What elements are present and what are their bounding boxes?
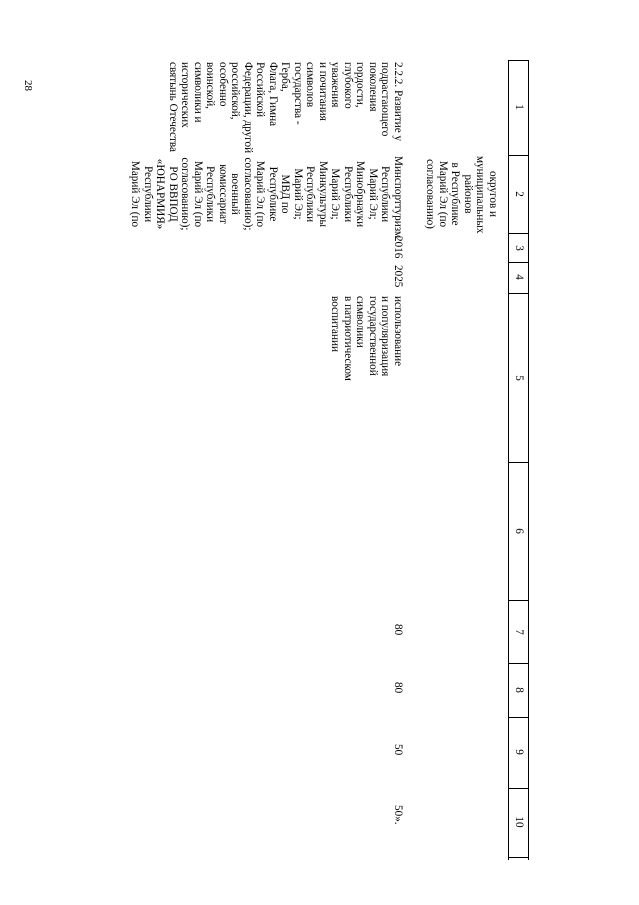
- text-line: Республики: [379, 165, 392, 223]
- header-col-2: 2: [513, 191, 525, 197]
- row-col8-value: 80: [392, 682, 404, 694]
- header-col-6: 6: [513, 528, 525, 534]
- text-line: комиссариат: [217, 164, 229, 224]
- text-line: Марий Эл (по: [254, 160, 267, 228]
- text-line: Республике: [267, 166, 279, 222]
- header-col-7: 7: [513, 629, 525, 635]
- text-line: военный: [229, 173, 242, 215]
- text-line: Российской: [254, 62, 267, 118]
- text-line: Минобрнауки: [354, 160, 367, 228]
- text-line: глубокого уважения: [329, 62, 354, 109]
- text-line: муниципальных: [474, 156, 487, 234]
- col-sep: [509, 462, 529, 463]
- text-line: Флага, Гимна: [267, 62, 279, 127]
- col-sep: [509, 788, 529, 789]
- text-line: 2.2.2. Развитие у: [392, 62, 404, 142]
- text-line: и почитания: [317, 62, 329, 121]
- text-line: воспитании: [329, 296, 342, 352]
- text-line: районов: [462, 174, 474, 214]
- text-line: в Республике: [449, 162, 462, 226]
- text-line: и популяризация: [379, 296, 392, 377]
- row-col1-title: [167, 62, 405, 154]
- header-bottom-line: [508, 60, 509, 860]
- text-line: Марий Эл (по: [192, 160, 204, 228]
- text-line: Марий Эл (по: [437, 160, 449, 228]
- header-col-4: 4: [513, 274, 525, 280]
- page-number: 28: [22, 80, 34, 91]
- header-col-9: 9: [513, 749, 525, 755]
- row-col9-value: 50: [392, 744, 404, 756]
- text-line: согласованию);: [179, 157, 192, 231]
- row-col2-executors: [129, 156, 404, 239]
- text-line: Минкультуры: [317, 160, 329, 227]
- col-sep: [509, 60, 529, 61]
- text-line: Республики: [142, 165, 154, 223]
- text-line: округов и: [487, 170, 499, 218]
- row-col5-indicator: [329, 296, 404, 426]
- header-top-line: [528, 60, 529, 860]
- col-sep: [509, 155, 529, 156]
- text-line: Марий Эл;: [329, 168, 342, 220]
- col-sep: [509, 663, 529, 664]
- text-line: согласованию): [424, 159, 437, 229]
- header-col-8: 8: [513, 687, 525, 693]
- text-line: МВД по: [279, 174, 292, 214]
- row-col4-end-year: 2025: [392, 265, 404, 288]
- header-col-1: 1: [513, 104, 525, 110]
- text-line: символов: [304, 62, 317, 108]
- col-sep: [509, 600, 529, 601]
- text-line: РО ВВПОД: [167, 166, 179, 222]
- row-col10-value: 50».: [392, 805, 404, 825]
- program-table: [3, 60, 529, 860]
- text-line: Марий Эл (по: [129, 160, 142, 228]
- row-col3-start-year: 2016: [392, 236, 404, 259]
- text-line: согласованию);: [242, 157, 254, 231]
- col-sep: [509, 857, 529, 858]
- text-line: особенно воинской,: [204, 62, 229, 109]
- prev-row-col2: [424, 156, 499, 232]
- text-line: символики: [354, 296, 367, 348]
- text-line: символики и: [192, 62, 204, 123]
- text-line: Республики: [204, 165, 217, 223]
- text-line: исторических: [179, 62, 192, 128]
- text-line: Федерации, другой: [242, 62, 254, 154]
- header-col-5: 5: [513, 375, 525, 381]
- text-line: в патриотическом: [342, 296, 354, 381]
- text-line: Республики: [342, 165, 354, 223]
- text-line: Марий Эл;: [367, 168, 379, 220]
- text-line: поколения гордости,: [354, 62, 379, 112]
- text-line: Марий Эл;: [292, 168, 304, 220]
- text-line: Минспорттуризм: [392, 156, 404, 239]
- header-col-10: 10: [513, 816, 525, 828]
- row-col7-value: 80: [392, 624, 404, 636]
- text-line: использование: [392, 296, 404, 367]
- text-line: государственной: [367, 296, 379, 376]
- text-line: святынь Отечества: [167, 62, 179, 153]
- text-line: государства - Герба,: [279, 62, 304, 125]
- text-line: подрастающего: [379, 62, 392, 137]
- text-line: российской,: [229, 62, 242, 120]
- text-line: «ЮНАРМИЯ»: [154, 158, 167, 230]
- header-col-3: 3: [513, 245, 525, 251]
- text-line: Республики: [304, 165, 317, 223]
- col-sep: [509, 717, 529, 718]
